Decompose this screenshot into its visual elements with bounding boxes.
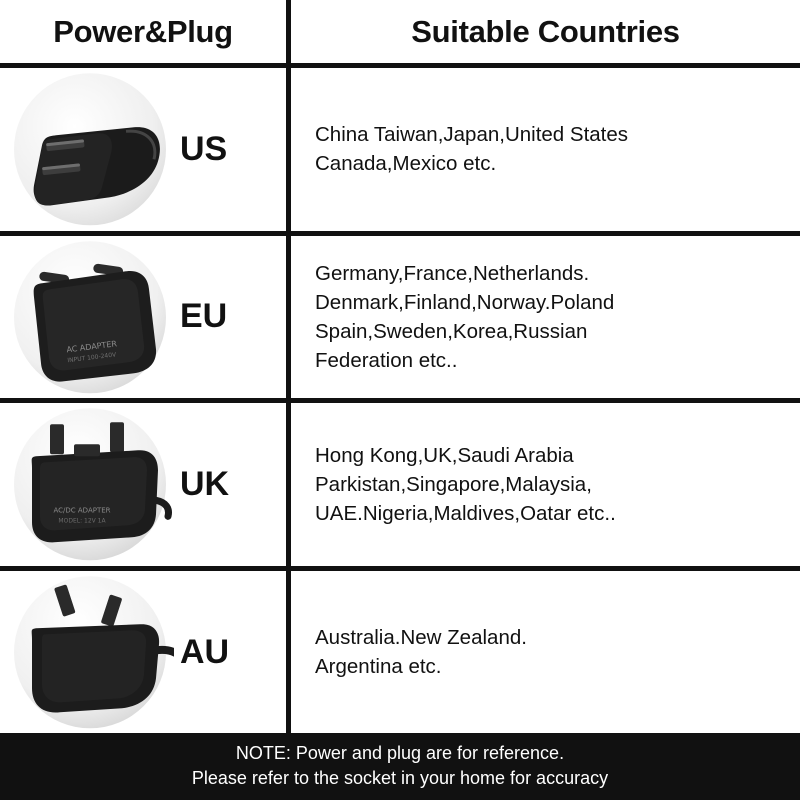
table-body <box>0 68 800 733</box>
svg-text:INPUT 100-240V: INPUT 100-240V <box>67 350 117 364</box>
table-row <box>0 68 800 236</box>
header-cell-countries <box>286 0 800 63</box>
countries-line: Federation etc.. <box>315 349 458 373</box>
countries-list <box>315 120 628 178</box>
countries-line: Hong Kong,UK,Saudi Arabia <box>315 443 574 467</box>
plug-code-label: UK <box>180 465 230 504</box>
plug-cell-us <box>0 68 286 231</box>
header-cell-power-plug <box>0 0 286 63</box>
plug-cell-uk <box>0 403 286 566</box>
us-plug-icon <box>6 68 174 231</box>
countries-list <box>315 259 614 375</box>
countries-line: Spain,Sweden,Korea,Russian <box>315 319 588 343</box>
countries-line: China Taiwan,Japan,United States <box>315 123 629 147</box>
countries-line: Canada,Mexico etc. <box>315 152 497 176</box>
countries-line: Argentina etc. <box>315 655 442 679</box>
uk-plug-icon <box>6 403 174 566</box>
countries-line: UAE.Nigeria,Maldives,Oatar etc.. <box>315 502 616 526</box>
countries-list <box>315 441 616 528</box>
countries-line: Parkistan,Singapore,Malaysia, <box>315 472 592 496</box>
countries-cell-us <box>286 68 800 231</box>
page-title: Power&Plug <box>53 13 233 49</box>
countries-cell-au <box>286 571 800 734</box>
svg-text:AC ADAPTER: AC ADAPTER <box>65 338 118 354</box>
countries-line: Australia.New Zealand. <box>315 626 527 650</box>
note-line-2: Please refer to the socket in your home for accuracy <box>191 767 609 788</box>
table-header-row <box>0 0 800 68</box>
countries-cell-uk <box>286 403 800 566</box>
table-row <box>0 571 800 734</box>
svg-text:MODEL: 12V 1A: MODEL: 12V 1A <box>58 517 106 525</box>
table-row <box>0 236 800 404</box>
plug-cell-au <box>0 571 286 734</box>
table-row <box>0 403 800 571</box>
au-plug-icon <box>6 571 174 734</box>
note-banner <box>0 733 800 800</box>
eu-plug-icon <box>6 236 174 399</box>
countries-line: Denmark,Finland,Norway.Poland <box>315 290 615 314</box>
countries-line: Germany,France,Netherlands. <box>315 261 590 285</box>
svg-text:AC/DC ADAPTER: AC/DC ADAPTER <box>53 506 111 515</box>
countries-list <box>315 623 527 681</box>
plug-code-label: AU <box>180 632 230 671</box>
countries-column-title: Suitable Countries <box>411 13 680 49</box>
plug-cell-eu <box>0 236 286 399</box>
plug-code-label: EU <box>180 297 228 336</box>
note-line-1: NOTE: Power and plug are for reference. <box>235 743 565 764</box>
countries-cell-eu <box>286 236 800 399</box>
plug-code-label: US <box>180 129 228 168</box>
